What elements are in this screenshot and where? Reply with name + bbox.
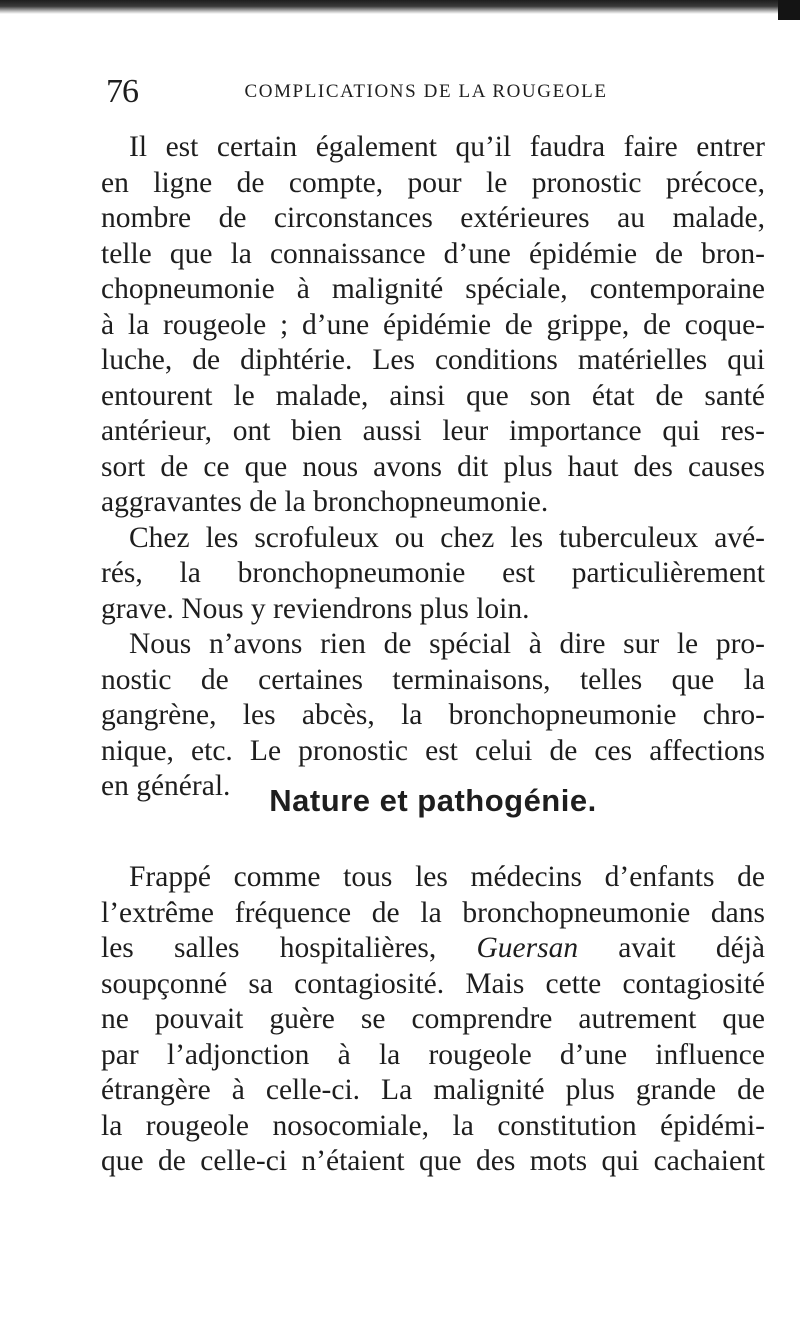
text-line: nique, etc. Le pronostic est celui de ces affections bbox=[101, 734, 765, 767]
text-line: sort de ce que nous avons dit plus haut des causes bbox=[101, 450, 765, 483]
scan-edge-corner bbox=[778, 0, 800, 20]
page-number: 76 bbox=[106, 73, 138, 110]
text-line: soupçonné sa contagiosité. Mais cette contagiosité bbox=[101, 967, 765, 1000]
text-line: en ligne de compte, pour le pronostic précoce, bbox=[101, 166, 765, 199]
text-line: chopneumonie à malignité spéciale, contemporaine bbox=[101, 273, 765, 305]
text-line bbox=[101, 931, 765, 967]
text-line: gangrène, les abcès, la bronchopneumonie chro- bbox=[101, 699, 765, 731]
text-line: étrangère à celle-ci. La malignité plus grande de bbox=[101, 1074, 765, 1106]
main-text bbox=[101, 130, 765, 805]
text-line: nombre de circonstances extérieures au malade, bbox=[101, 202, 765, 234]
text-line: antérieur, ont bien aussi leur importance qui res- bbox=[101, 415, 765, 447]
author-name: Guersan bbox=[476, 932, 579, 964]
text-line: rés, la bronchopneumonie est particulièrement bbox=[101, 557, 765, 589]
text-line: Frappé comme tous les médecins d’enfants de bbox=[129, 861, 765, 893]
text-line: par l’adjonction à la rougeole d’une influence bbox=[101, 1038, 765, 1071]
text-line: aggravantes de la bronchopneumonie. bbox=[101, 486, 549, 518]
section-heading: Nature et pathogénie. bbox=[269, 783, 597, 818]
text-line: l’extrême fréquence de la bronchopneumonie dans bbox=[101, 896, 765, 929]
text-segment: avait déjà bbox=[578, 932, 765, 964]
text-line: telle que la connaissance d’une épidémie de bron- bbox=[101, 237, 765, 270]
section-text bbox=[101, 860, 765, 1180]
text-line: luche, de diphtérie. Les conditions matérielles qui bbox=[101, 344, 765, 376]
text-line: nostic de certaines terminaisons, telles que la bbox=[101, 663, 765, 696]
text-line: que de celle-ci n’étaient que des mots qui cachaient bbox=[101, 1145, 765, 1177]
text-line: à la rougeole ; d’une épidémie de grippe, de coque- bbox=[101, 308, 765, 341]
text-line: la rougeole nosocomiale, la constitution épidémi- bbox=[101, 1109, 765, 1142]
text-segment: les salles hospitalières, bbox=[101, 932, 477, 964]
text-line: Chez les scrofuleux ou chez les tuberculeux avé- bbox=[129, 521, 765, 554]
scan-edge bbox=[0, 0, 800, 14]
text-line: en général. bbox=[101, 770, 231, 802]
text-line: entourent le malade, ainsi que son état de santé bbox=[101, 379, 765, 412]
running-title: COMPLICATIONS DE LA ROUGEOLE bbox=[244, 81, 608, 102]
text-line: Il est certain également qu’il faudra faire entrer bbox=[129, 131, 765, 163]
running-head bbox=[106, 70, 746, 120]
text-line: Nous n’avons rien de spécial à dire sur le pro- bbox=[129, 628, 765, 660]
text-line: ne pouvait guère se comprendre autrement que bbox=[101, 1003, 765, 1035]
text-line: grave. Nous y reviendrons plus loin. bbox=[101, 592, 530, 625]
